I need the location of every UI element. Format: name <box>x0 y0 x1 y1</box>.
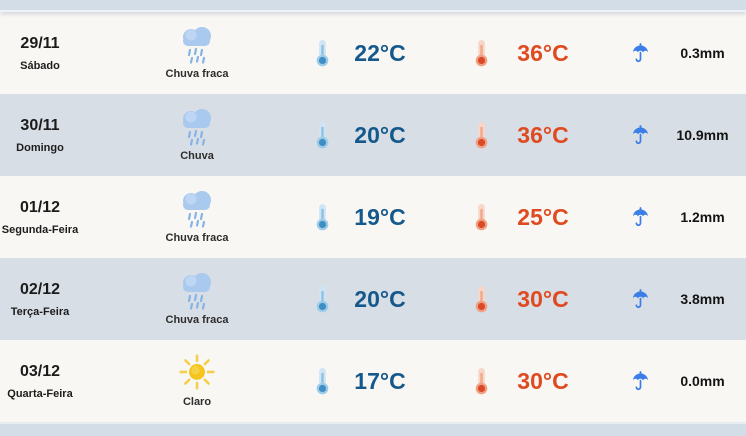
max-temp-value: 36°C <box>517 121 569 148</box>
hot-thermometer-icon <box>473 12 489 94</box>
rain-amount: 1.2mm <box>680 209 725 225</box>
max-temp-value: 30°C <box>517 367 569 394</box>
date-label: 29/11 <box>20 34 60 52</box>
condition-cell <box>80 94 314 176</box>
cold-thermometer-icon <box>314 176 330 258</box>
hot-thermometer-icon <box>473 94 489 176</box>
rain-cloud-icon <box>175 108 219 146</box>
umbrella-icon <box>632 340 649 422</box>
umbrella-icon <box>632 176 649 258</box>
umbrella-icon <box>632 94 649 176</box>
day-label: Sábado <box>20 59 60 72</box>
date-label: 02/12 <box>19 280 61 298</box>
date-cell <box>0 176 80 258</box>
rain-cloud-icon <box>175 190 219 228</box>
hot-thermometer-icon <box>473 340 489 422</box>
date-label: 30/11 <box>20 116 60 134</box>
condition-cell <box>80 340 314 422</box>
date-label: 03/12 <box>19 362 61 380</box>
forecast-row[interactable] <box>0 258 746 340</box>
date-label: 01/12 <box>19 198 61 216</box>
hot-thermometer-icon <box>473 258 489 340</box>
condition-label: Chuva fraca <box>165 68 229 80</box>
previous-row-partial <box>0 0 746 12</box>
cold-thermometer-icon <box>314 340 330 422</box>
min-temp-value: 19°C <box>354 203 406 230</box>
forecast-row[interactable] <box>0 12 746 94</box>
day-label: Terça-Feira <box>10 305 70 318</box>
forecast-row[interactable] <box>0 94 746 176</box>
rain-cloud-icon <box>175 272 219 310</box>
min-temp-value: 17°C <box>354 367 406 394</box>
min-temp-value: 20°C <box>354 285 406 312</box>
forecast-row[interactable] <box>0 176 746 258</box>
condition-cell <box>80 176 314 258</box>
date-cell <box>0 258 80 340</box>
umbrella-icon <box>632 258 649 340</box>
day-label: Domingo <box>16 141 64 154</box>
min-temp-value: 22°C <box>354 39 406 66</box>
forecast-row[interactable] <box>0 340 746 422</box>
cold-thermometer-icon <box>314 12 330 94</box>
rain-cloud-icon <box>175 26 219 64</box>
rain-amount: 0.0mm <box>680 373 725 389</box>
date-cell <box>0 340 80 422</box>
condition-label: Chuva fraca <box>165 314 229 326</box>
cold-thermometer-icon <box>314 94 330 176</box>
forecast-table <box>0 12 746 422</box>
max-temp-value: 25°C <box>517 203 569 230</box>
max-temp-value: 36°C <box>517 39 569 66</box>
rain-amount: 3.8mm <box>680 291 725 307</box>
rain-amount: 0.3mm <box>680 45 725 61</box>
cold-thermometer-icon <box>314 258 330 340</box>
condition-cell <box>80 258 314 340</box>
umbrella-icon <box>632 12 649 94</box>
date-cell <box>0 94 80 176</box>
condition-label: Chuva fraca <box>165 232 229 244</box>
date-cell <box>0 12 80 94</box>
hot-thermometer-icon <box>473 176 489 258</box>
max-temp-value: 30°C <box>517 285 569 312</box>
next-row-partial <box>0 422 746 436</box>
day-label: Quarta-Feira <box>7 387 73 400</box>
condition-cell <box>80 12 314 94</box>
day-label: Segunda-Feira <box>1 223 79 236</box>
min-temp-value: 20°C <box>354 121 406 148</box>
condition-label: Chuva <box>180 150 214 162</box>
rain-amount: 10.9mm <box>676 127 729 143</box>
sun-icon <box>178 354 216 392</box>
condition-label: Claro <box>182 396 212 408</box>
